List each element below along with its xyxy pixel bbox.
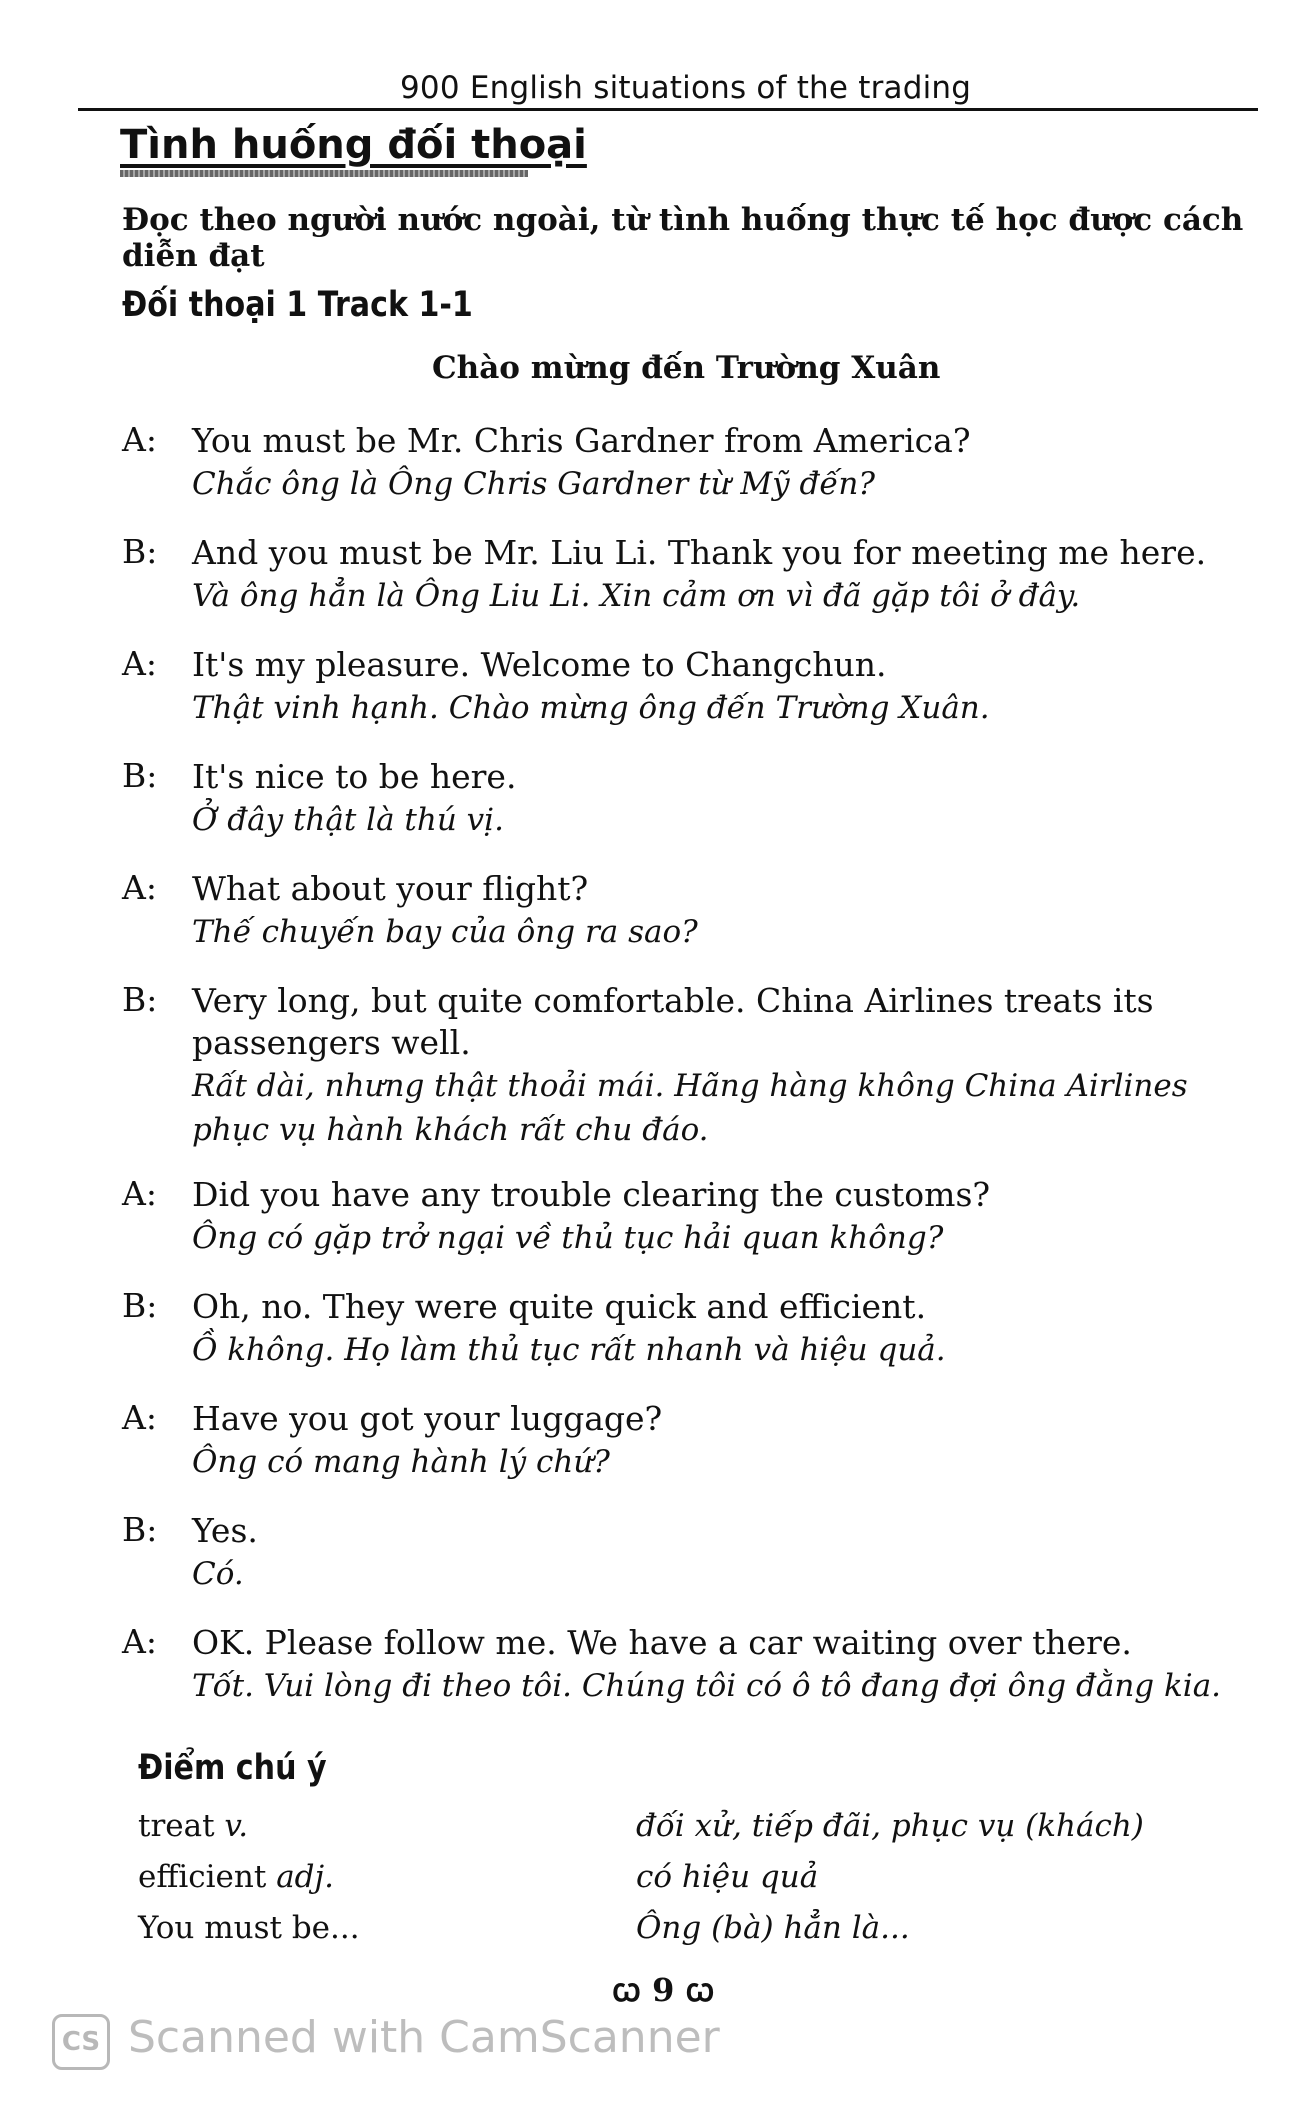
- page-number: ꞷ 9 ꞷ: [612, 1971, 715, 2009]
- english-line: Have you got your luggage?: [192, 1399, 663, 1438]
- speaker-label: A:: [122, 1398, 157, 1437]
- vocab-item: [138, 1910, 1238, 1961]
- part-of-speech: v.: [224, 1808, 249, 1844]
- running-head: 900 English situations of the trading: [400, 70, 972, 106]
- dialogue-heading: Đối thoại 1 Track 1-1: [122, 285, 473, 325]
- english-line: It's my pleasure. Welcome to Changchun.: [192, 645, 887, 684]
- speaker-label: B:: [122, 980, 158, 1019]
- dialogue-turn: [122, 1286, 1262, 1372]
- vietnamese-line: Có.: [192, 1556, 244, 1592]
- vietnamese-line: Thật vinh hạnh. Chào mừng ông đến Trường Xuân.: [192, 690, 990, 726]
- speaker-label: B:: [122, 756, 158, 795]
- section-title: Tình huống đối thoại: [120, 122, 587, 168]
- dialogue-turn: [122, 1510, 1262, 1596]
- dialogue-turn: [122, 1174, 1262, 1260]
- dialogue-turn: [122, 1622, 1262, 1708]
- notes-heading: Điểm chú ý: [138, 1748, 327, 1788]
- section-title-underline-shade: [120, 170, 528, 177]
- intro-text: Đọc theo người nước ngoài, từ tình huống thực tế học được cách diễn đạt: [122, 202, 1244, 274]
- english-line: OK. Please follow me. We have a car waiting over there.: [192, 1623, 1132, 1662]
- vocab-gloss: Ông (bà) hẳn là...: [636, 1910, 910, 1946]
- dialogue-subtitle: Chào mừng đến Trường Xuân: [432, 350, 941, 386]
- vocab-gloss: đối xử, tiếp đãi, phục vụ (khách): [636, 1808, 1144, 1844]
- vietnamese-line: Ông có mang hành lý chứ?: [192, 1444, 610, 1480]
- running-head-rule: [78, 108, 1258, 111]
- dialogue-turn: [122, 868, 1262, 954]
- vietnamese-line: Và ông hẳn là Ông Liu Li. Xin cảm ơn vì đã gặp tôi ở đây.: [192, 578, 1081, 614]
- vocab-notes: [138, 1808, 1238, 1961]
- camscanner-logo-icon: CS: [52, 2014, 110, 2070]
- speaker-label: B:: [122, 1286, 158, 1325]
- vietnamese-line: Ở đây thật là thú vị.: [192, 802, 504, 838]
- english-line: Did you have any trouble clearing the customs?: [192, 1175, 991, 1214]
- vocab-item: [138, 1859, 1238, 1910]
- english-line: It's nice to be here.: [192, 757, 517, 796]
- speaker-label: B:: [122, 532, 158, 571]
- vietnamese-line: Tốt. Vui lòng đi theo tôi. Chúng tôi có ô tô đang đợi ông đằng kia.: [192, 1668, 1222, 1704]
- vocab-term: efficient adj.: [138, 1859, 334, 1895]
- vietnamese-line: Ông có gặp trở ngại về thủ tục hải quan không?: [192, 1220, 944, 1256]
- vietnamese-line: Rất dài, nhưng thật thoải mái. Hãng hàng không China Airlines phục vụ hành khách rất chu đáo.: [192, 1068, 1188, 1148]
- part-of-speech: adj.: [276, 1859, 334, 1895]
- dialogue-turn: [122, 644, 1262, 730]
- dialogue-turn: [122, 756, 1262, 842]
- vietnamese-line: Chắc ông là Ông Chris Gardner từ Mỹ đến?: [192, 466, 875, 502]
- dialogue-turn: [122, 1398, 1262, 1484]
- english-line: Oh, no. They were quite quick and efficient.: [192, 1287, 927, 1326]
- speaker-label: B:: [122, 1510, 158, 1549]
- vocab-item: [138, 1808, 1238, 1859]
- speaker-label: A:: [122, 868, 157, 907]
- dialogue-turn: [122, 532, 1262, 618]
- english-line: And you must be Mr. Liu Li. Thank you for meeting me here.: [192, 533, 1207, 572]
- vocab-term: You must be...: [138, 1910, 360, 1946]
- english-line: You must be Mr. Chris Gardner from America?: [192, 421, 971, 460]
- english-line: Very long, but quite comfortable. China Airlines treats its passengers well.: [192, 981, 1154, 1062]
- english-line: Yes.: [192, 1511, 258, 1550]
- dialogue-turn: [122, 420, 1262, 506]
- speaker-label: A:: [122, 1622, 157, 1661]
- speaker-label: A:: [122, 1174, 157, 1213]
- dialogue-turn: [122, 980, 1262, 1152]
- speaker-label: A:: [122, 644, 157, 683]
- vocab-gloss: có hiệu quả: [636, 1859, 819, 1895]
- vocab-term: treat v.: [138, 1808, 249, 1844]
- vietnamese-line: Thế chuyến bay của ông ra sao?: [192, 914, 698, 950]
- camscanner-watermark: Scanned with CamScanner: [128, 2012, 720, 2063]
- vietnamese-line: Ồ không. Họ làm thủ tục rất nhanh và hiệu quả.: [192, 1332, 946, 1368]
- speaker-label: A:: [122, 420, 157, 459]
- english-line: What about your flight?: [192, 869, 589, 908]
